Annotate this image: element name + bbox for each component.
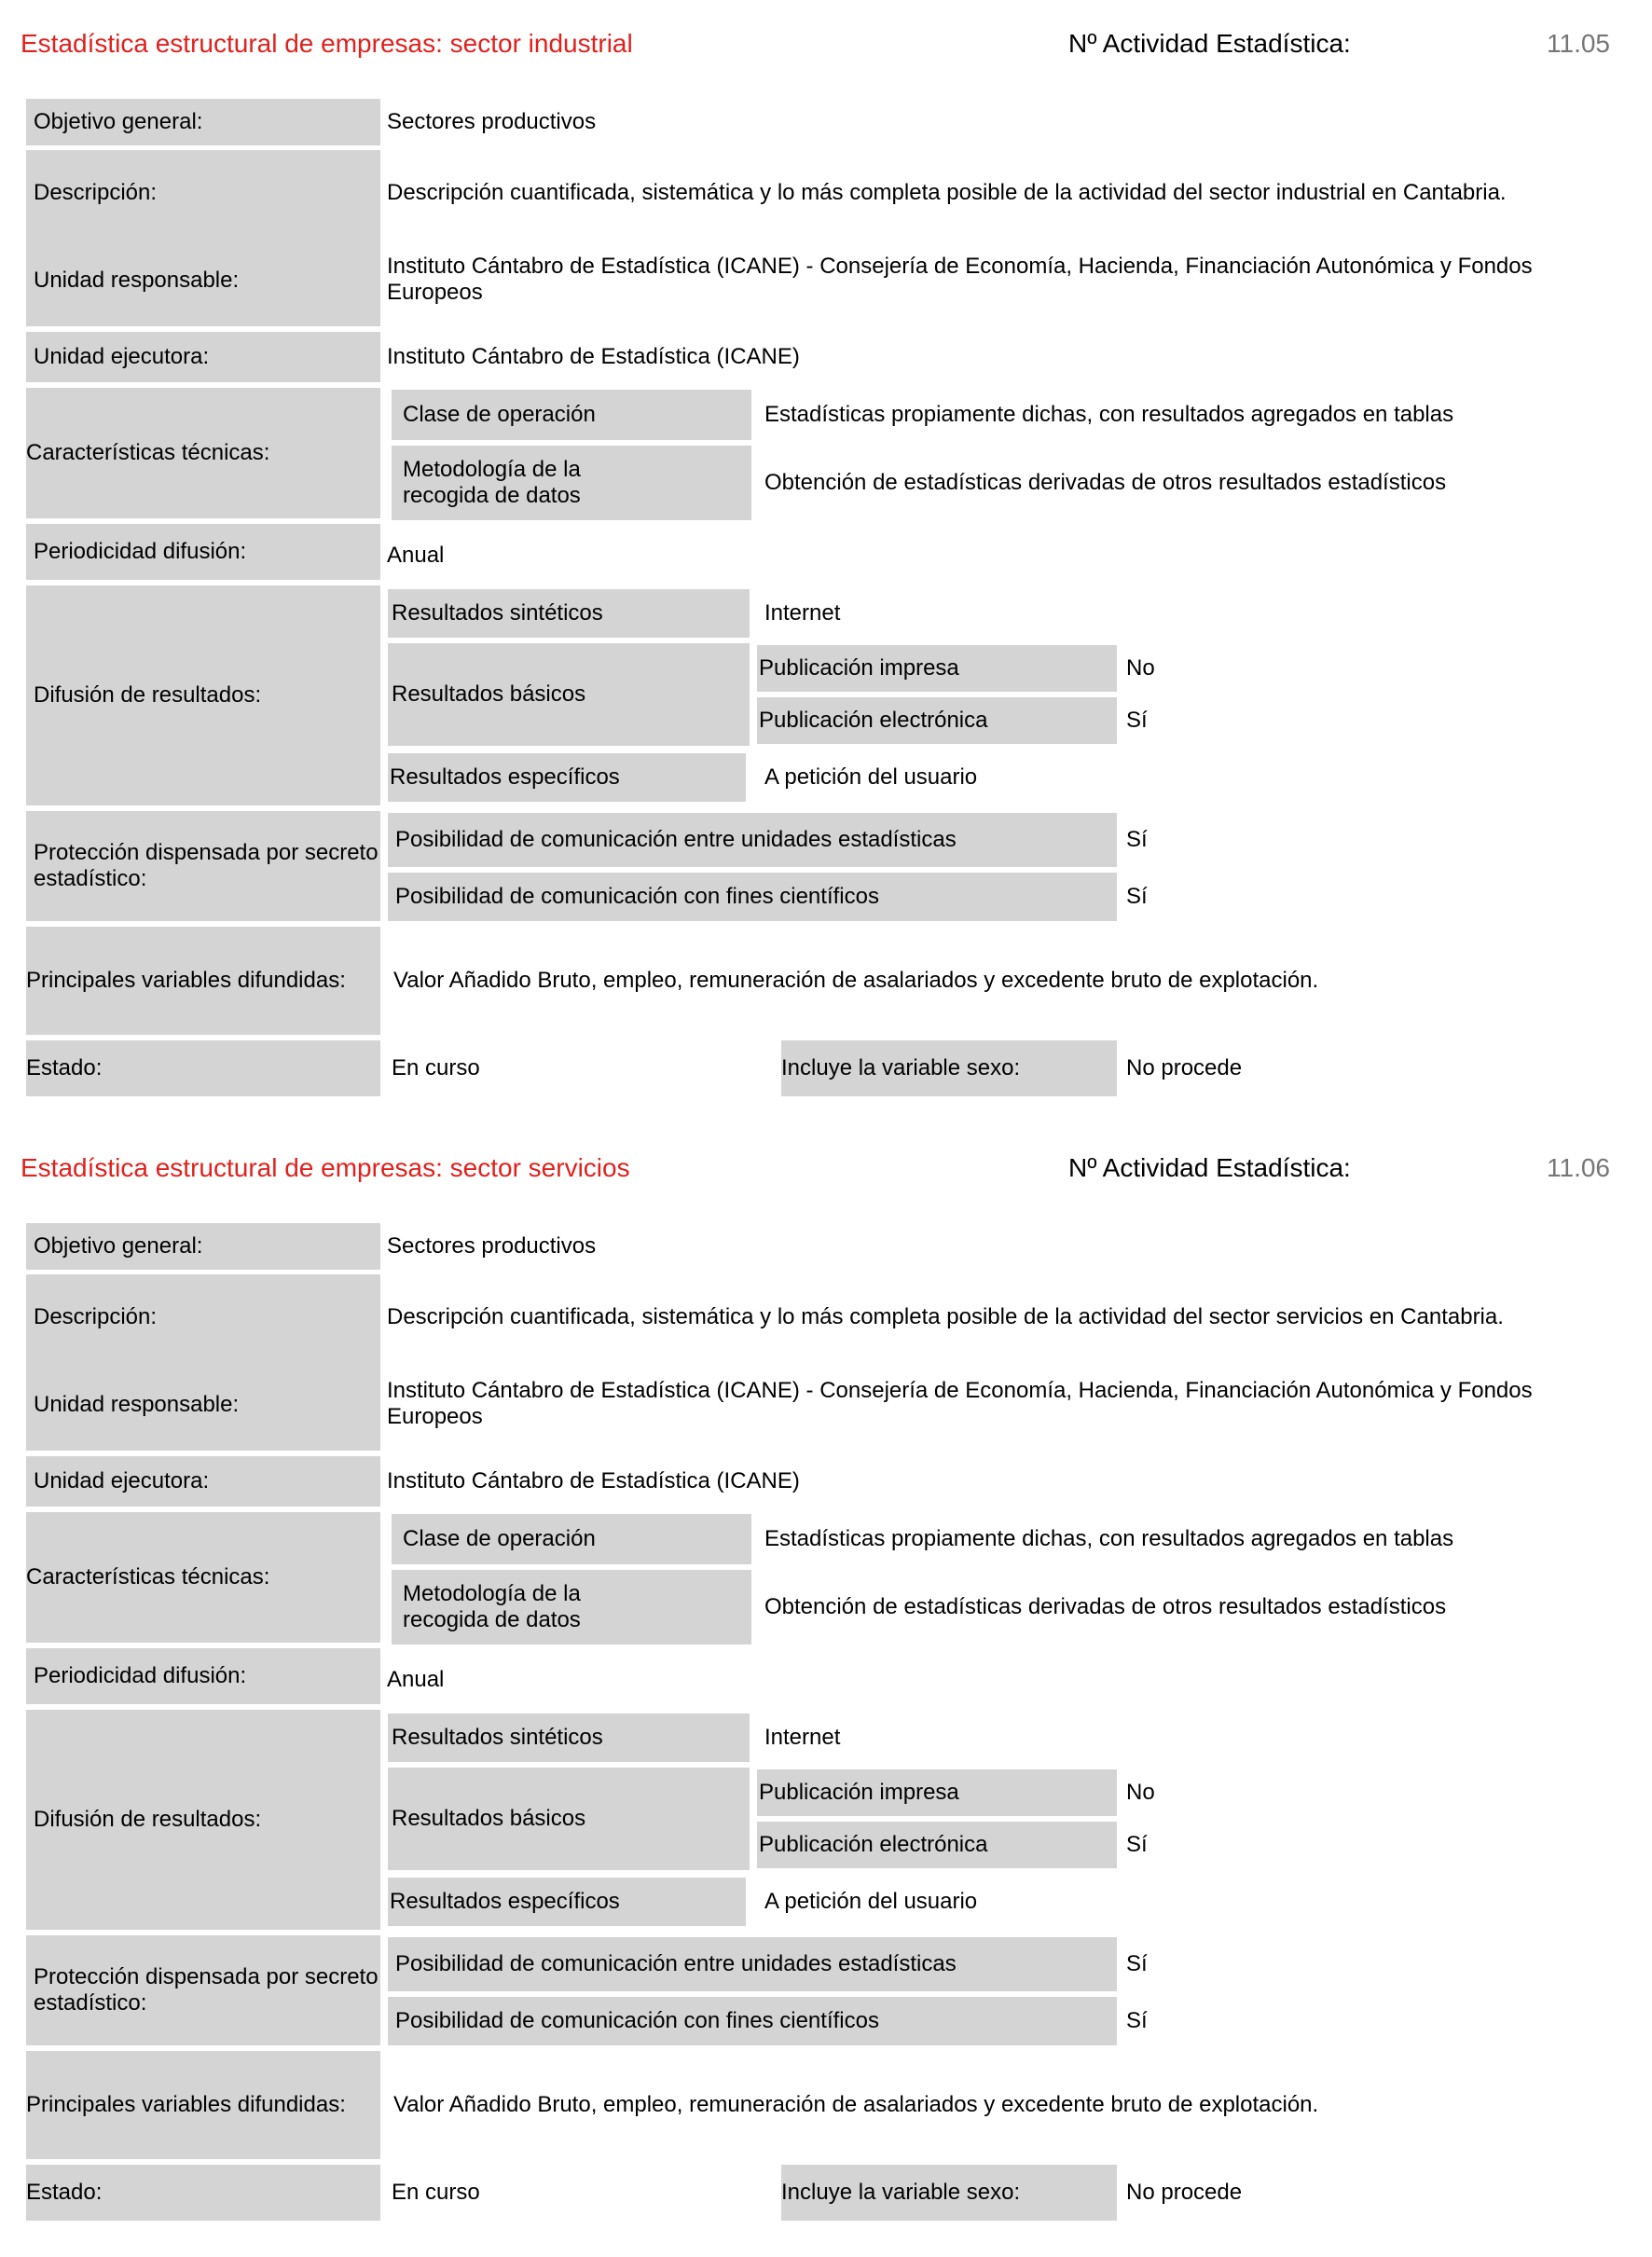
publicacion-electronica-label: Publicación electrónica — [757, 697, 1117, 744]
unidad-ejecutora-value: Instituto Cántabro de Estadística (ICANE) — [387, 1468, 800, 1493]
publicacion-impresa-value: No — [1126, 1780, 1155, 1805]
publicacion-impresa-label: Publicación impresa — [757, 645, 1117, 692]
caracteristicas-label: Características técnicas: — [26, 388, 380, 518]
objetivo-label: Objetivo general: — [26, 99, 380, 145]
unidad-ejecutora-value: Instituto Cántabro de Estadística (ICANE) — [387, 344, 800, 369]
metodologia-label: Metodología de la recogida de datos — [392, 1570, 751, 1645]
clase-operacion-label: Clase de operación — [392, 1514, 751, 1564]
clase-operacion-label: Clase de operación — [392, 390, 751, 440]
clase-operacion-value: Estadísticas propiamente dichas, con resultados agregados en tablas — [764, 1526, 1454, 1551]
comunicacion-unidades-label: Posibilidad de comunicación entre unidades estadísticas — [388, 813, 1117, 867]
activity-section-11-06 — [0, 1124, 1652, 2243]
proteccion-label: Protección dispensada por secreto estadístico: — [34, 1964, 379, 2016]
publicacion-impresa-label: Publicación impresa — [757, 1769, 1117, 1816]
periodicidad-label: Periodicidad difusión: — [26, 1648, 380, 1704]
section-title: Estadística estructural de empresas: sector industrial — [21, 29, 633, 58]
unidad-responsable-label: Unidad responsable: — [34, 1392, 240, 1417]
comunicacion-cientificos-label: Posibilidad de comunicación con fines científicos — [388, 1997, 1117, 2045]
sexo-label: Incluye la variable sexo: — [781, 1040, 1117, 1096]
proteccion-label: Protección dispensada por secreto estadístico: — [34, 840, 379, 891]
variables-label: Principales variables difundidas: — [26, 927, 380, 1035]
unidad-responsable-label: Unidad responsable: — [34, 268, 240, 293]
caracteristicas-label: Características técnicas: — [26, 1512, 380, 1643]
resultados-sinteticos-value: Internet — [764, 1725, 841, 1750]
resultados-sinteticos-value: Internet — [764, 600, 841, 626]
comunicacion-unidades-label: Posibilidad de comunicación entre unidades estadísticas — [388, 1937, 1117, 1991]
resultados-especificos-value: A petición del usuario — [764, 764, 978, 790]
unidad-responsable-value: Instituto Cántabro de Estadística (ICANE) - Consejería de Economía, Hacienda, Financiación Autonómica y Fondos Europeos — [387, 1378, 1533, 1429]
periodicidad-value: Anual — [387, 1667, 445, 1692]
comunicacion-cientificos-label: Posibilidad de comunicación con fines científicos — [388, 873, 1117, 921]
resultados-sinteticos-label: Resultados sintéticos — [388, 1713, 750, 1762]
comunicacion-unidades-value: Sí — [1126, 1951, 1148, 1976]
resultados-basicos-label: Resultados básicos — [388, 643, 750, 746]
estado-value: En curso — [392, 1055, 480, 1080]
resultados-especificos-label: Resultados específicos — [388, 1878, 746, 1926]
periodicidad-value: Anual — [387, 543, 445, 568]
estado-label: Estado: — [26, 2165, 380, 2221]
proteccion-label-block — [26, 1935, 380, 2045]
activity-number-label: Nº Actividad Estadística: — [1068, 29, 1351, 58]
sexo-label: Incluye la variable sexo: — [781, 2165, 1117, 2221]
sexo-value: No procede — [1126, 2180, 1243, 2205]
activity-number-label: Nº Actividad Estadística: — [1068, 1153, 1351, 1182]
objetivo-value: Sectores productivos — [387, 109, 597, 134]
resultados-sinteticos-label: Resultados sintéticos — [388, 589, 750, 638]
descripcion-value: Descripción cuantificada, sistemática y lo más completa posible de la actividad del sector servicios en Cantabria. — [387, 1304, 1504, 1329]
periodicidad-label: Periodicidad difusión: — [26, 524, 380, 580]
metodologia-value: Obtención de estadísticas derivadas de otros resultados estadísticos — [764, 470, 1447, 495]
difusion-label: Difusión de resultados: — [26, 1710, 380, 1930]
estado-label: Estado: — [26, 1040, 380, 1096]
section-title: Estadística estructural de empresas: sector servicios — [21, 1153, 630, 1182]
objetivo-label: Objetivo general: — [26, 1223, 380, 1270]
activity-number-value: 11.05 — [1547, 29, 1610, 58]
comunicacion-cientificos-value: Sí — [1126, 884, 1148, 909]
activity-section-11-05 — [0, 0, 1652, 1119]
difusion-label: Difusión de resultados: — [26, 585, 380, 805]
proteccion-label-block — [26, 811, 380, 921]
metodologia-value: Obtención de estadísticas derivadas de otros resultados estadísticos — [764, 1594, 1447, 1619]
unidad-ejecutora-label: Unidad ejecutora: — [26, 332, 380, 382]
publicacion-electronica-value: Sí — [1126, 1832, 1148, 1857]
metodologia-label: Metodología de la recogida de datos — [392, 446, 751, 520]
publicacion-electronica-label: Publicación electrónica — [757, 1822, 1117, 1868]
variables-label: Principales variables difundidas: — [26, 2051, 380, 2159]
publicacion-electronica-value: Sí — [1126, 708, 1148, 733]
resultados-especificos-value: A petición del usuario — [764, 1889, 978, 1914]
resultados-especificos-label: Resultados específicos — [388, 753, 746, 802]
comunicacion-unidades-value: Sí — [1126, 827, 1148, 852]
unidad-ejecutora-label: Unidad ejecutora: — [26, 1456, 380, 1507]
activity-number-value: 11.06 — [1547, 1153, 1610, 1182]
variables-value: Valor Añadido Bruto, empleo, remuneración de asalariados y excedente bruto de explotación. — [393, 968, 1319, 993]
descripcion-label: Descripción: — [34, 1304, 158, 1329]
comunicacion-cientificos-value: Sí — [1126, 2008, 1148, 2033]
publicacion-impresa-value: No — [1126, 655, 1155, 681]
descripcion-label: Descripción: — [34, 180, 158, 205]
variables-value: Valor Añadido Bruto, empleo, remuneración de asalariados y excedente bruto de explotación. — [393, 2092, 1319, 2117]
estado-value: En curso — [392, 2180, 480, 2205]
objetivo-value: Sectores productivos — [387, 1233, 597, 1259]
resultados-basicos-label: Resultados básicos — [388, 1768, 750, 1870]
descripcion-value: Descripción cuantificada, sistemática y lo más completa posible de la actividad del sector industrial en Cantabria. — [387, 180, 1507, 205]
unidad-responsable-value: Instituto Cántabro de Estadística (ICANE) - Consejería de Economía, Hacienda, Financiación Autonómica y Fondos Europeos — [387, 254, 1533, 305]
sexo-value: No procede — [1126, 1055, 1243, 1080]
clase-operacion-value: Estadísticas propiamente dichas, con resultados agregados en tablas — [764, 402, 1454, 427]
